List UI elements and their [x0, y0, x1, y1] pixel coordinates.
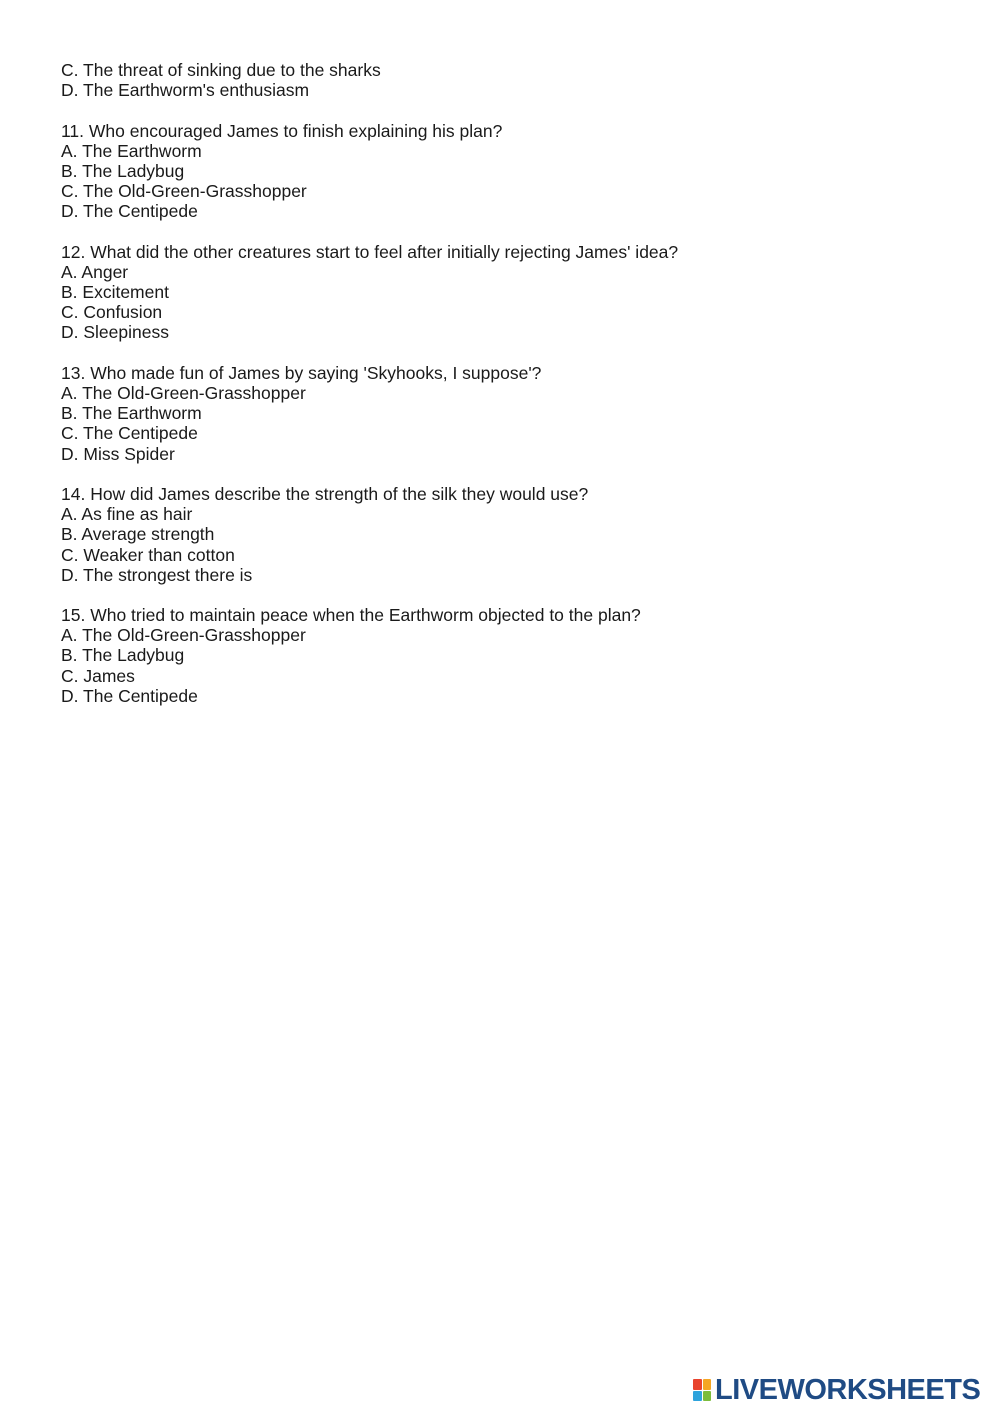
question-14 — [61, 484, 961, 585]
option-a: A. As fine as hair — [61, 504, 193, 525]
option-b: B. Excitement — [61, 282, 169, 303]
question-12 — [61, 242, 961, 343]
option-b: B. Average strength — [61, 524, 215, 545]
liveworksheets-logo — [693, 1376, 980, 1404]
option-c: C. Weaker than cotton — [61, 544, 235, 565]
option-a: A. Anger — [61, 261, 129, 282]
option-d: D. Miss Spider — [61, 443, 175, 464]
option-d: D. The Earthworm's enthusiasm — [61, 80, 310, 101]
option-b: B. The Ladybug — [61, 645, 185, 666]
option-d: D. The Centipede — [61, 685, 198, 706]
question-13 — [61, 363, 961, 464]
continued-options — [61, 60, 961, 100]
worksheet-page — [61, 60, 961, 726]
logo-square-green — [703, 1391, 712, 1402]
logo-square-red — [693, 1379, 702, 1390]
logo-grid-icon — [693, 1379, 711, 1401]
option-c: C. The Centipede — [61, 423, 198, 444]
option-c: C. The Old-Green-Grasshopper — [61, 181, 307, 202]
option-d: D. Sleepiness — [61, 322, 169, 343]
question-text: 12. What did the other creatures start to feel after initially rejecting James' idea? — [61, 241, 679, 262]
question-text: 13. Who made fun of James by saying 'Skyhooks, I suppose'? — [61, 362, 542, 383]
option-c: C. James — [61, 665, 135, 686]
question-11 — [61, 121, 961, 222]
option-c: C. The threat of sinking due to the sharks — [61, 60, 381, 80]
question-text: 14. How did James describe the strength of the silk they would use? — [61, 483, 589, 504]
option-a: A. The Old-Green-Grasshopper — [61, 625, 306, 646]
logo-square-blue — [693, 1391, 702, 1402]
option-c: C. Confusion — [61, 302, 163, 323]
question-15 — [61, 605, 961, 706]
option-d: D. The Centipede — [61, 201, 198, 222]
option-d: D. The strongest there is — [61, 564, 253, 585]
logo-square-orange — [703, 1379, 712, 1390]
option-b: B. The Ladybug — [61, 160, 185, 181]
option-a: A. The Old-Green-Grasshopper — [61, 383, 306, 403]
question-text: 11. Who encouraged James to finish explaining his plan? — [61, 120, 503, 141]
logo-wordmark: LIVEWORKSHEETS — [715, 1374, 981, 1406]
option-a: A. The Earthworm — [61, 140, 202, 161]
option-b: B. The Earthworm — [61, 403, 202, 424]
question-text: 15. Who tried to maintain peace when the Earthworm objected to the plan? — [61, 605, 641, 626]
